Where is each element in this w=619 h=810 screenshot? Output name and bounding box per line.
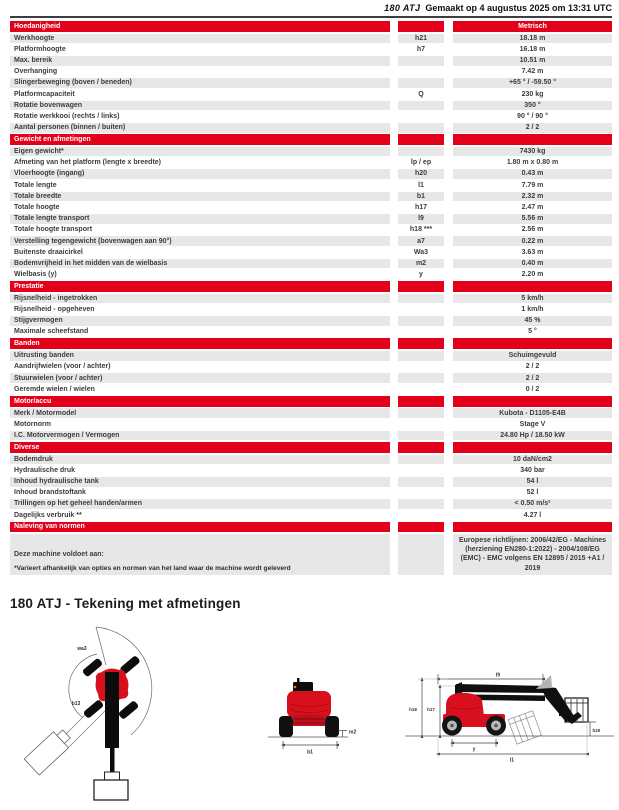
row-value: 90 ° / 90 ° bbox=[517, 113, 548, 121]
row-symbol bbox=[398, 488, 444, 498]
table-row bbox=[10, 294, 612, 304]
row-label: Eigen gewicht* bbox=[10, 147, 390, 157]
row-label: Totale breedte bbox=[10, 192, 390, 202]
section-title: Naleving van normen bbox=[10, 522, 390, 533]
table-row bbox=[10, 45, 612, 55]
section-header bbox=[10, 396, 612, 407]
section-title: Gewicht en afmetingen bbox=[10, 134, 390, 145]
platform-outline bbox=[94, 780, 128, 800]
row-value: < 0.50 m/s² bbox=[453, 499, 612, 509]
row-label: Platformcapaciteit bbox=[14, 90, 75, 98]
row-value: 0.22 m bbox=[453, 236, 612, 246]
row-label: Rotatie bovenwagen bbox=[10, 101, 390, 111]
row-label: Merk / Motormodel bbox=[10, 408, 390, 418]
row-value: 54 l bbox=[453, 477, 612, 487]
dim-label-b13: b13 bbox=[71, 701, 81, 707]
row-symbol bbox=[398, 351, 444, 361]
row-symbol: m2 bbox=[398, 259, 444, 269]
row-symbol: l9 bbox=[398, 214, 444, 224]
dim-label-y: y bbox=[472, 746, 476, 753]
table-row bbox=[10, 431, 612, 441]
row-value: 2.32 m bbox=[453, 192, 612, 202]
row-value: Europese richtlijnen: 2006/42/EG - Machines (herziening EN280-1:2022) - 2004/108/EG (EMC) - EMC volgens EN 12895 / 2015 +A1 / 2019 bbox=[453, 534, 612, 574]
beacon-light bbox=[294, 686, 297, 689]
row-symbol bbox=[398, 305, 444, 315]
row-label: Aandrijfwielen (voor / achter) bbox=[14, 363, 111, 371]
row-symbol: h17 bbox=[414, 203, 428, 211]
dim-label-l1: l1 bbox=[509, 757, 515, 764]
ghost-jib bbox=[536, 675, 552, 689]
row-symbol: h21 bbox=[398, 34, 444, 44]
section-value-header bbox=[453, 396, 612, 407]
section-title: Hoedanigheid bbox=[10, 21, 390, 32]
row-label: Motornorm bbox=[14, 420, 51, 428]
table-row bbox=[10, 270, 612, 280]
table-row bbox=[10, 499, 612, 509]
row-label: Verstelling tegengewicht (bovenwagen aan 90°) bbox=[10, 236, 390, 246]
row-value: 230 kg bbox=[521, 90, 544, 98]
row-symbol: y bbox=[419, 271, 423, 279]
row-value: 24.80 Hp / 18.50 kW bbox=[453, 431, 612, 441]
row-label: Overhanging bbox=[14, 68, 58, 76]
row-symbol bbox=[398, 511, 444, 521]
dim-label-h17: h17 bbox=[427, 707, 435, 712]
row-label: Stijgvermogen bbox=[10, 316, 390, 326]
row-value: 1 km/h bbox=[521, 306, 544, 314]
front-chassis bbox=[293, 715, 325, 726]
row-value: 5 km/h bbox=[453, 294, 612, 304]
row-value: Kubota - D1105-E4B bbox=[453, 408, 612, 418]
ghost-basket bbox=[508, 711, 541, 744]
table-row bbox=[10, 236, 612, 246]
front-wheel-right bbox=[325, 716, 339, 737]
row-label: Dagelijks verbruik ** bbox=[14, 511, 82, 519]
section-value-header bbox=[453, 281, 612, 292]
table-row bbox=[10, 420, 612, 430]
dim-label-h20: h20 bbox=[592, 728, 601, 733]
row-label: Slingerbeweging (boven / beneden) bbox=[10, 78, 390, 88]
row-value: 18.18 m bbox=[453, 34, 612, 44]
boom-upper bbox=[456, 684, 548, 693]
section-symbol-cell bbox=[398, 21, 444, 32]
section-header bbox=[10, 134, 612, 145]
row-value: 45 % bbox=[453, 316, 612, 326]
row-value: 10 daN/cm2 bbox=[453, 455, 612, 465]
row-value: 2.56 m bbox=[521, 226, 544, 234]
section-title: Prestatie bbox=[10, 281, 390, 292]
row-value: 2 / 2 bbox=[453, 123, 612, 133]
row-label: Rijsnelheid - ingetrokken bbox=[10, 294, 390, 304]
table-row bbox=[10, 192, 612, 202]
row-value: 52 l bbox=[526, 489, 539, 497]
row-symbol: lp / ep bbox=[410, 159, 432, 167]
row-symbol: Q bbox=[418, 90, 424, 98]
row-symbol bbox=[398, 112, 444, 122]
row-label: Bodemdruk bbox=[10, 455, 390, 465]
row-label: Totale lengte transport bbox=[10, 214, 390, 224]
section-header bbox=[10, 442, 612, 453]
row-label: Stuurwielen (voor / achter) bbox=[10, 373, 390, 383]
front-view-drawing bbox=[268, 678, 356, 756]
section-symbol-cell bbox=[398, 134, 444, 145]
section-symbol-cell bbox=[398, 442, 444, 453]
table-row bbox=[10, 78, 612, 88]
table-row bbox=[10, 214, 612, 224]
row-label: Trillingen op het geheel handen/armen bbox=[10, 499, 390, 509]
table-row bbox=[10, 158, 612, 168]
generated-timestamp: Gemaakt op 4 augustus 2025 om 13:31 UTC bbox=[425, 3, 612, 13]
row-value: 0 / 2 bbox=[525, 385, 540, 393]
table-footnote: *Varieert afhankelijk van opties en normen van het land waar de machine wordt geleverd bbox=[14, 565, 291, 572]
table-row bbox=[10, 259, 612, 269]
row-value: 2.47 m bbox=[521, 203, 544, 211]
table-row bbox=[10, 455, 612, 465]
row-symbol bbox=[398, 466, 444, 476]
row-label: Uitrusting banden bbox=[10, 351, 390, 361]
row-symbol bbox=[398, 56, 444, 66]
row-value: Schuimgevuld bbox=[453, 351, 612, 361]
row-symbol: b1 bbox=[398, 192, 444, 202]
top-view-drawing bbox=[24, 627, 152, 800]
row-symbol bbox=[398, 373, 444, 383]
row-label: Totale hoogte bbox=[14, 203, 60, 211]
table-row bbox=[10, 466, 612, 476]
row-label: Vloerhoogte (ingang) bbox=[10, 169, 390, 179]
spec-table bbox=[10, 21, 612, 576]
row-symbol: h18 *** bbox=[409, 226, 433, 234]
row-symbol bbox=[398, 123, 444, 133]
section-value-header bbox=[453, 338, 612, 349]
page-header bbox=[384, 3, 612, 13]
row-label: Rotatie werkkooi (rechts / links) bbox=[14, 113, 120, 121]
row-symbol: a7 bbox=[398, 236, 444, 246]
row-value: 2 / 2 bbox=[453, 373, 612, 383]
side-view-drawing bbox=[405, 673, 614, 764]
row-symbol: h7 bbox=[416, 45, 426, 53]
boom-top-view bbox=[105, 672, 119, 748]
row-label: Werkhoogte bbox=[10, 34, 390, 44]
table-row bbox=[10, 180, 612, 190]
table-row bbox=[10, 408, 612, 418]
dimension-drawings bbox=[0, 612, 619, 810]
row-value: 3.63 m bbox=[521, 248, 544, 256]
section-value-header: Metrisch bbox=[453, 21, 612, 32]
row-label: Totale lengte bbox=[14, 181, 57, 189]
row-symbol bbox=[398, 294, 444, 304]
dim-label-b1: b1 bbox=[307, 749, 313, 756]
section-value-header bbox=[453, 134, 612, 145]
model-logo: 180 ATJ bbox=[384, 3, 421, 13]
row-symbol bbox=[398, 408, 444, 418]
row-label: Max. bereik bbox=[10, 56, 390, 66]
row-symbol: l1 bbox=[418, 181, 424, 189]
table-row bbox=[10, 34, 612, 44]
row-label: Platformhoogte bbox=[14, 45, 66, 53]
section-symbol-cell bbox=[398, 281, 444, 292]
table-row bbox=[10, 169, 612, 179]
row-value: 7.79 m bbox=[521, 181, 544, 189]
row-value: 2.20 m bbox=[521, 271, 544, 279]
table-row bbox=[10, 373, 612, 383]
row-label: Geremde wielen / wielen bbox=[14, 385, 95, 393]
row-label: Rijsnelheid - opgeheven bbox=[14, 306, 95, 314]
row-symbol bbox=[398, 362, 444, 372]
table-row bbox=[10, 101, 612, 111]
dim-label-l9: l9 bbox=[495, 672, 501, 679]
row-symbol bbox=[398, 534, 444, 574]
articulation-arm bbox=[540, 686, 574, 722]
row-symbol bbox=[398, 78, 444, 88]
section-title: Motor/accu bbox=[10, 396, 390, 407]
section-header bbox=[10, 281, 612, 292]
section-title: Diverse bbox=[10, 442, 390, 453]
row-symbol bbox=[398, 385, 444, 395]
row-symbol bbox=[398, 431, 444, 441]
row-value: 16.18 m bbox=[519, 45, 546, 53]
table-row bbox=[10, 351, 612, 361]
row-label: Inhoud brandstoftank bbox=[14, 489, 86, 497]
row-label: Totale hoogte transport bbox=[14, 226, 93, 234]
row-label: Deze machine voldoet aan: bbox=[10, 534, 390, 574]
row-value: 4.27 l bbox=[523, 511, 542, 519]
table-row bbox=[10, 362, 612, 372]
row-label: Afmeting van het platform (lengte x breedte) bbox=[14, 159, 162, 167]
row-value: 10.51 m bbox=[453, 56, 612, 66]
row-label: Buitenste draaicirkel bbox=[14, 248, 83, 256]
row-value: 5 ° bbox=[528, 328, 537, 336]
table-row bbox=[10, 511, 612, 521]
row-symbol: h20 bbox=[398, 169, 444, 179]
row-value: 2 / 2 bbox=[525, 363, 540, 371]
row-symbol bbox=[398, 455, 444, 465]
table-row bbox=[10, 90, 612, 100]
dim-label-h18: h18 bbox=[409, 707, 417, 712]
row-label: I.C. Motorvermogen / Vermogen bbox=[10, 431, 390, 441]
table-row bbox=[10, 225, 612, 235]
drawing-heading: 180 ATJ - Tekening met afmetingen bbox=[10, 596, 241, 611]
row-label: Maximale scheefstand bbox=[14, 328, 89, 336]
row-value: 350 ° bbox=[453, 101, 612, 111]
row-label: Bodemvrijheid in het midden van de wielbasis bbox=[10, 259, 390, 269]
row-value: 7430 kg bbox=[453, 147, 612, 157]
section-title: Banden bbox=[10, 338, 390, 349]
dim-label-m2: m2 bbox=[349, 729, 357, 736]
row-label: Hydraulische druk bbox=[14, 466, 76, 474]
table-row bbox=[10, 327, 612, 337]
section-value-header bbox=[453, 442, 612, 453]
table-row bbox=[10, 147, 612, 157]
section-symbol-cell bbox=[398, 396, 444, 407]
row-symbol bbox=[398, 327, 444, 337]
row-symbol bbox=[398, 147, 444, 157]
row-value: 1.80 m x 0.80 m bbox=[506, 159, 559, 167]
row-symbol bbox=[398, 316, 444, 326]
table-row bbox=[10, 385, 612, 395]
table-row bbox=[10, 316, 612, 326]
top-rule bbox=[10, 16, 612, 18]
table-row bbox=[10, 123, 612, 133]
row-symbol bbox=[398, 67, 444, 77]
section-header bbox=[10, 21, 612, 32]
dim-label-wa3: wa3 bbox=[77, 646, 87, 652]
section-value-header bbox=[453, 522, 612, 533]
row-value: 7.42 m bbox=[521, 68, 544, 76]
section-symbol-cell bbox=[398, 338, 444, 349]
row-symbol bbox=[398, 477, 444, 487]
table-row bbox=[10, 203, 612, 213]
section-header bbox=[10, 522, 612, 533]
table-row bbox=[10, 477, 612, 487]
side-turret bbox=[446, 693, 484, 716]
table-row bbox=[10, 112, 612, 122]
row-symbol bbox=[398, 499, 444, 509]
row-value: 340 bar bbox=[520, 466, 545, 474]
table-row bbox=[10, 305, 612, 315]
row-value: 0.40 m bbox=[453, 259, 612, 269]
row-symbol bbox=[398, 101, 444, 111]
platform-bracket bbox=[105, 772, 120, 780]
section-header bbox=[10, 338, 612, 349]
table-row bbox=[10, 248, 612, 258]
row-label: Aantal personen (binnen / buiten) bbox=[10, 123, 390, 133]
row-label: Wielbasis (y) bbox=[14, 271, 57, 279]
section-symbol-cell bbox=[398, 522, 444, 533]
row-symbol bbox=[398, 420, 444, 430]
table-row bbox=[10, 67, 612, 77]
row-value: +65 ° / -59.50 ° bbox=[453, 78, 612, 88]
jib-top-view bbox=[110, 748, 115, 775]
row-value: 0.43 m bbox=[453, 169, 612, 179]
front-wheel-left bbox=[279, 716, 293, 737]
row-symbol: Wa3 bbox=[413, 248, 429, 256]
table-row bbox=[10, 56, 612, 66]
row-value: 5.56 m bbox=[453, 214, 612, 224]
row-label: Inhoud hydraulische tank bbox=[10, 477, 390, 487]
table-row bbox=[10, 488, 612, 498]
row-value: Stage V bbox=[519, 420, 546, 428]
